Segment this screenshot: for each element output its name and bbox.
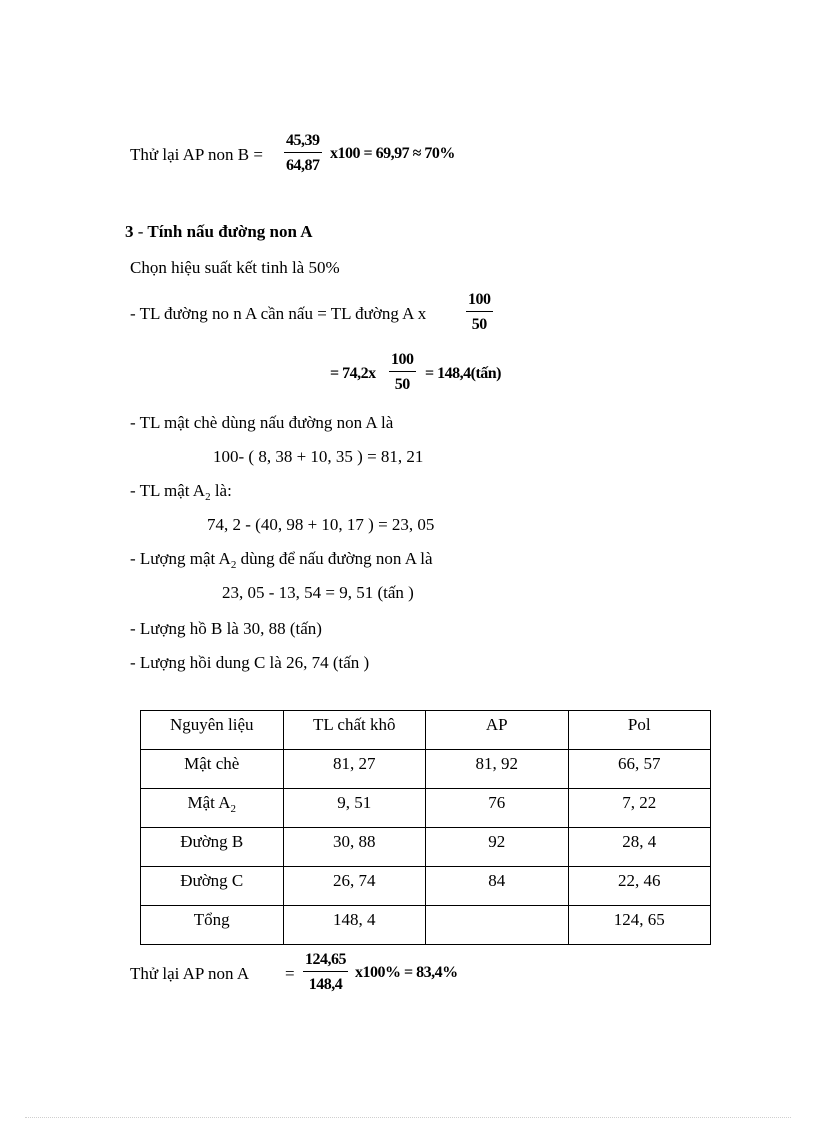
table-row [141, 867, 711, 906]
material-name: Tổng [193, 910, 230, 929]
massecuite-a-calc-prefix: = 74,2x [330, 365, 376, 382]
table-row [141, 828, 711, 867]
header-cell: AP [426, 711, 569, 750]
table-cell: 92 [426, 828, 569, 867]
section-title: Tính nấu đường non A [147, 222, 313, 241]
remelt-c-line: - Lượng hồi dung C là 26, 74 (tấn ) [130, 653, 370, 672]
material-name: Mật A [187, 793, 231, 812]
material-name: Đường B [180, 832, 244, 851]
table-cell [141, 789, 284, 828]
table-cell: 81, 27 [283, 750, 426, 789]
table-row [141, 750, 711, 789]
header-cell: TL chất khô [283, 711, 426, 750]
subscript: 2 [230, 559, 237, 571]
magma-b-line: - Lượng hồ B là 30, 88 (tấn) [130, 619, 322, 638]
subscript: 2 [205, 491, 211, 503]
molasses-a2-label: - TL mật A [130, 481, 206, 500]
fraction-denominator: 50 [471, 316, 487, 333]
ap-non-a-check-label: Thử lại AP non A [130, 964, 250, 983]
table-cell: 148, 4 [283, 906, 426, 945]
table-cell: 30, 88 [283, 828, 426, 867]
efficiency-line: Chọn hiệu suất kết tinh là 50% [130, 258, 340, 277]
massecuite-a-calc-fraction [389, 351, 416, 394]
material-name: Mật chè [184, 754, 240, 773]
table-cell [141, 867, 284, 906]
header-cell: Nguyên liệu [141, 711, 284, 750]
table-total-row [141, 906, 711, 945]
ap-non-a-result: x100% = 83,4% [355, 964, 458, 981]
table-cell: 81, 92 [426, 750, 569, 789]
fraction-denominator: 64,87 [286, 157, 320, 174]
table-cell [141, 906, 284, 945]
massecuite-a-fraction [466, 291, 493, 334]
massecuite-a-calc-result: = 148,4(tấn) [425, 365, 501, 382]
table-cell: 66, 57 [568, 750, 711, 789]
molasses-a2-suffix: là: [210, 481, 232, 500]
molasses-a2-usage-calc: 23, 05 - 13, 54 = 9, 51 (tấn ) [222, 583, 414, 602]
molasses-a2-usage-line [130, 549, 433, 569]
page-bottom-divider [25, 1117, 791, 1118]
table-cell: 22, 46 [568, 867, 711, 906]
fraction-numerator: 124,65 [303, 951, 348, 972]
massecuite-a-formula-label: - TL đường no n A cần nấu = TL đường A x [130, 304, 427, 323]
ap-non-a-equals: = [285, 964, 295, 983]
table-header-row [141, 711, 711, 750]
material-name: Đường C [180, 871, 244, 890]
table-cell: 28, 4 [568, 828, 711, 867]
molasses-a2-usage-label: - Lượng mật A [130, 549, 231, 568]
table-cell: 9, 51 [283, 789, 426, 828]
table-cell: 76 [426, 789, 569, 828]
ap-non-b-check-label: Thử lại AP non B = [130, 145, 263, 164]
fraction-numerator: 45,39 [284, 132, 322, 153]
table-cell: 26, 74 [283, 867, 426, 906]
fraction-denominator: 148,4 [308, 976, 343, 993]
section-number: 3 [125, 222, 134, 241]
table-cell: 84 [426, 867, 569, 906]
section-heading [125, 222, 313, 242]
table-row [141, 789, 711, 828]
fraction-denominator: 50 [394, 376, 410, 393]
table-cell [141, 750, 284, 789]
table-cell [141, 828, 284, 867]
molasses-a2-usage-suffix: dùng để nấu đường non A là [236, 549, 433, 568]
ap-non-b-result: x100 = 69,97 ≈ 70% [330, 145, 455, 162]
header-cell: Pol [568, 711, 711, 750]
table-cell [426, 906, 569, 945]
ap-non-b-fraction [284, 132, 322, 175]
fraction-numerator: 100 [389, 351, 416, 372]
ap-non-a-fraction [303, 951, 348, 994]
subscript: 2 [230, 803, 236, 815]
materials-table [140, 710, 711, 945]
table-cell: 7, 22 [568, 789, 711, 828]
section-dash: - [137, 222, 144, 241]
syrup-line: - TL mật chè dùng nấu đường non A là [130, 413, 394, 432]
molasses-a2-calc: 74, 2 - (40, 98 + 10, 17 ) = 23, 05 [207, 515, 435, 534]
fraction-numerator: 100 [466, 291, 493, 312]
molasses-a2-line [130, 481, 232, 501]
syrup-calc: 100- ( 8, 38 + 10, 35 ) = 81, 21 [213, 447, 424, 466]
table-cell: 124, 65 [568, 906, 711, 945]
